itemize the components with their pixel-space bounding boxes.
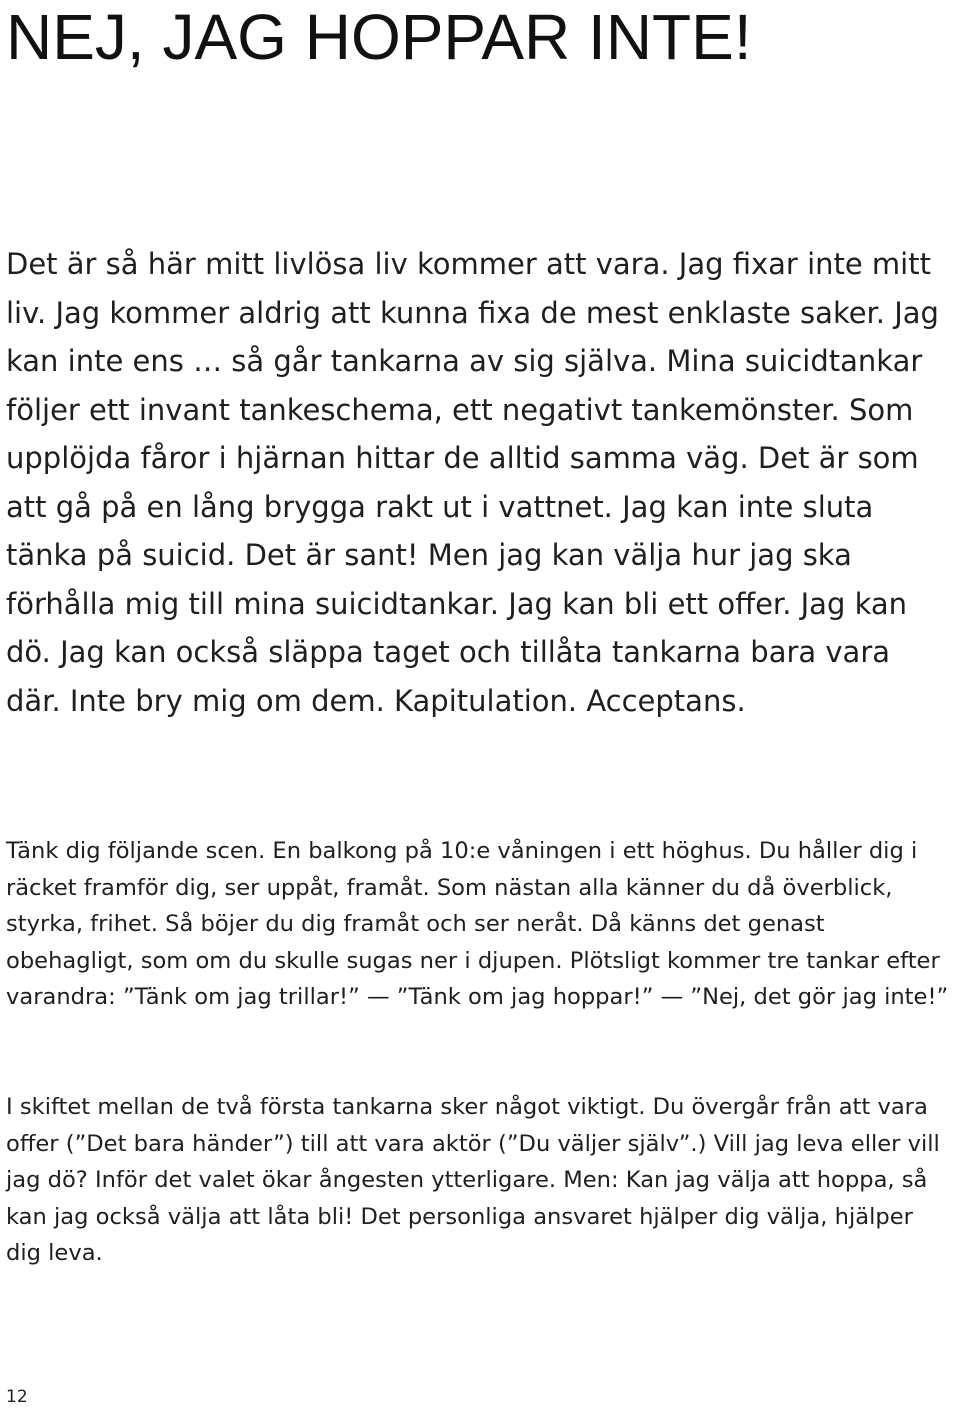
body-paragraph-balcony-scene: Tänk dig följande scen. En balkong på 10:e våningen i ett höghus. Du håller dig i räcket framför dig, ser uppåt, framåt. Som nästan alla känner du då överblick, styrka, frihet. Så böjer du dig framåt och ser neråt. Då känns det genast obehagligt, som om du skulle sugas ner i djupen. Plötsligt kommer tre tankar efter varandra: ”Tänk om jag trillar!” — ”Tänk om jag hoppar!” — ”Nej, det gör jag inte!” — [6, 838, 949, 1010]
intro-paragraph: Det är så här mitt livlösa liv kommer att vara. Jag fixar inte mitt liv. Jag kommer aldrig att kunna fixa de mest enklaste saker. Jag kan inte ens … så går tankarna av sig själva. Mina suicidtankar följer ett invant tankeschema, ett negativt tankemönster. Som upplöjda fåror i hjärnan hittar de alltid samma väg. Det är som att gå på en lång brygga rakt ut i vattnet. Jag kan inte sluta tänka på suicid. Det är sant! Men jag kan välja hur jag ska förhålla mig till mina suicidtankar. Jag kan bli ett offer. Jag kan dö. Jag kan också släppa taget och tillåta tankarna bara vara där. Inte bry mig om dem. Kapitulation. Acceptans. — [6, 247, 939, 718]
page-number: 12 — [6, 1387, 28, 1407]
body-paragraph-choice: I skiftet mellan de två första tankarna sker något viktigt. Du övergår från att vara offer (”Det bara händer”) till att vara aktör (”Du väljer själv”.) Vill jag leva eller vill jag dö? Inför det valet ökar ångesten ytterligare. Men: Kan jag välja att hoppa, så kan jag också välja att låta bli! Det personliga ansvaret hjälper dig välja, hjälper dig leva. — [6, 1094, 940, 1266]
page-title: NEJ, JAG HOPPAR INTE! — [6, 1, 752, 73]
